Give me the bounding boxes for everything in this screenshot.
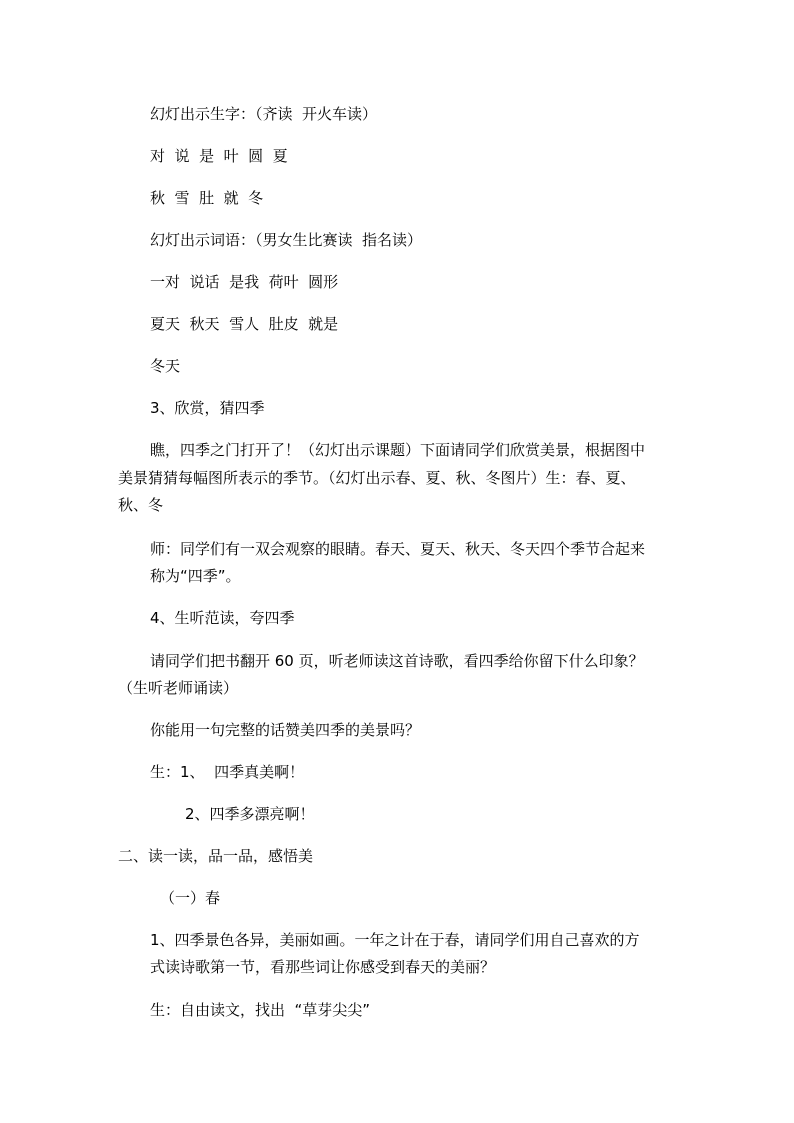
paragraph-open-book-line-2: （生听老师诵读）: [118, 679, 239, 697]
paragraph-slide-characters: 幻灯出示生字：（齐读 开火车读）: [150, 105, 378, 123]
section-heading-two: 二、读一读，品一品，感悟美: [118, 847, 314, 865]
student-answer-2: 2、四季多漂亮啊！: [185, 805, 315, 823]
section-heading-3: 3、欣赏，猜四季: [150, 399, 265, 417]
section-heading-4: 4、生听范读，夸四季: [150, 609, 295, 627]
paragraph-spring-line-2: 式读诗歌第一节，看那些词让你感受到春天的美丽？: [150, 958, 496, 976]
character-row-2: 秋 雪 肚 就 冬: [150, 189, 264, 207]
paragraph-teacher-line-1: 师：同学们有一双会观察的眼睛。春天、夏天、秋天、冬天四个季节合起来: [150, 540, 646, 558]
paragraph-seasons-line-2: 美景猜猜每幅图所表示的季节。（幻灯出示春、夏、秋、冬图片）生：春、夏、: [118, 469, 636, 487]
student-answer-1: 生：1、 四季真美啊！: [150, 763, 305, 781]
paragraph-seasons-line-3: 秋、冬: [118, 496, 164, 514]
word-row-1: 一对 说话 是我 荷叶 圆形: [150, 273, 339, 291]
paragraph-open-book-line-1: 请同学们把书翻开 60 页，听老师读这首诗歌，看四季给你留下什么印象？: [150, 652, 644, 670]
paragraph-spring-line-1: 1、四季景色各异，美丽如画。一年之计在于春，请同学们用自己喜欢的方: [150, 931, 640, 949]
subsection-spring: （一）春: [160, 889, 221, 907]
paragraph-seasons-line-1: 瞧，四季之门打开了！（幻灯出示课题）下面请同学们欣赏美景，根据图中: [150, 441, 646, 459]
character-row-1: 对 说 是 叶 圆 夏: [150, 147, 288, 165]
word-row-3: 冬天: [150, 357, 181, 375]
paragraph-student-find: 生：自由读文，找出 “草芽尖尖”: [150, 1001, 371, 1019]
paragraph-praise-question: 你能用一句完整的话赞美四季的美景吗？: [150, 721, 421, 739]
paragraph-teacher-line-2: 称为“四季”。: [150, 567, 241, 585]
paragraph-slide-words: 幻灯出示词语：（男女生比赛读 指名读）: [150, 231, 423, 249]
word-row-2: 夏天 秋天 雪人 肚皮 就是: [150, 315, 339, 333]
